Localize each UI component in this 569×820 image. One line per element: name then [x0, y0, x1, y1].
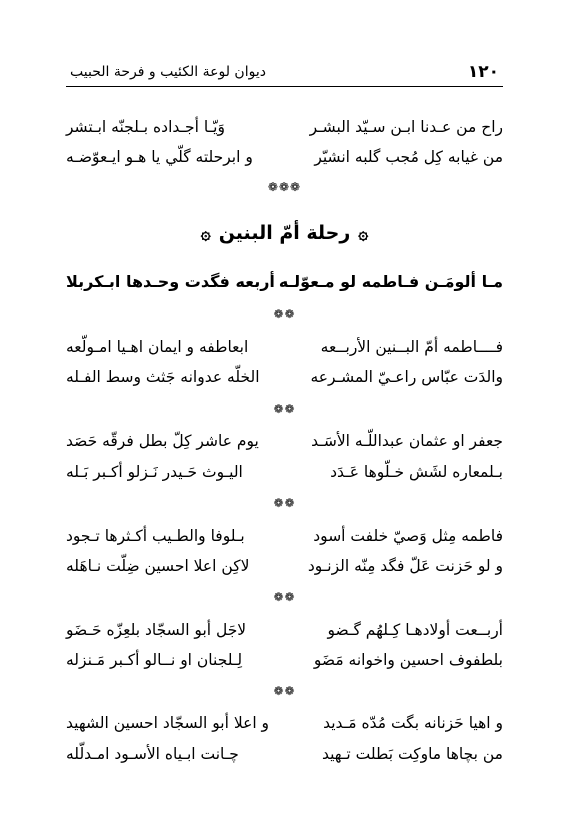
poem-line	[66, 118, 503, 146]
flower-divider: ❁❁	[273, 307, 296, 321]
section-title: رحلة أمّ البنين	[218, 222, 351, 244]
poem-line	[66, 463, 503, 491]
page-header	[66, 60, 503, 87]
hemistich-left: چـانت ابـياه الأسـود امـدلّله	[66, 745, 239, 763]
hemistich-left: وَيّـا أجـداده بـلجنّه ابـتشر	[66, 118, 225, 136]
hemistich-right: من غيابه كِل مُجب گلبه انشيّر	[314, 148, 503, 166]
flower-divider: ❁❁	[273, 684, 296, 698]
hemistich-right: فاطمه مِثل وَصيّ خلفت أسود	[313, 527, 503, 545]
poem-line	[66, 527, 503, 555]
hemistich-left: لاجَل أبو السجّاد بلعِزّه حَـضَو	[66, 621, 247, 639]
hemistich-right: و اهيا حَزنانه بگت مُدّه مَـديد	[323, 714, 503, 732]
flower-divider: ❁❁	[273, 402, 296, 416]
hemistich-left: ابعاطفه و ايمان اهـيا امـولّعه	[66, 338, 249, 356]
hemistich-right: فــــاطمه أمّ البــنين الأربــعه	[320, 338, 503, 356]
ornament-icon: ۞	[200, 224, 211, 244]
hemistich-left: لِـلجنان او نــالو أكـبر مَـنزله	[66, 651, 243, 669]
ornament-icon: ۞	[358, 224, 369, 244]
poem-line	[66, 338, 503, 366]
hemistich-right: و لو حَزنت عَلّ فگد مِنّه الزنـود	[307, 557, 503, 575]
hemistich-right: جعفر او عثمان عبداللّـه الأسَـد	[311, 432, 503, 450]
book-title: ديوان لوعة الكئيب و فرحة الحبيب	[70, 64, 266, 80]
poem-line	[66, 651, 503, 679]
poem-line	[66, 745, 503, 773]
poem-line	[66, 148, 503, 176]
poem-line	[66, 557, 503, 585]
hemistich-left: لاكِن اعلا احسين ضِلّت نـاهَله	[66, 557, 250, 575]
hemistich-left: الخلّه عدوانه جَثث وسط الفـله	[66, 368, 260, 386]
section-title-block	[0, 222, 569, 244]
hemistich-right: راح من عـدنا ابـن سـيّد البشـر	[309, 118, 503, 136]
hemistich-left: و اعلا أبو السجّاد احسين الشهيد	[66, 714, 270, 732]
poem-line	[66, 368, 503, 396]
hemistich-right: مـا ألومَـن فـاطمه لو مـعوّلـه	[278, 272, 503, 291]
flower-divider: ❁❁	[273, 496, 296, 510]
hemistich-right: بلطفوف احسين واخوانه مَضَو	[313, 651, 503, 669]
flower-divider: ❁❁	[273, 590, 296, 604]
hemistich-right: من بچاها ماوكِت بَطلت تـهيد	[321, 745, 503, 763]
poem-line	[66, 432, 503, 460]
hemistich-right: بـلمعاره لشَش خـلّوها عَـدَد	[330, 463, 503, 481]
hemistich-left: أربعه فگدت وحـدها ابـكربلا	[66, 272, 275, 291]
poem-line	[66, 621, 503, 649]
hemistich-left: اليـوث حَـيدر نَـزلو أكـبر بَـله	[66, 463, 243, 481]
hemistich-left: يوم عاشر كِلّ بطل فرقّه حَصَد	[66, 432, 259, 450]
flower-divider: ❁❁❁	[267, 180, 302, 194]
hemistich-right: والدَت عبّاس راعـيّ المشـرعه	[310, 368, 503, 386]
hemistich-left: و ابرحلته گلّي يا هـو ايـعوّضـه	[66, 148, 253, 166]
hemistich-left: بـلوفا والطـيب أكـثرها تـجود	[66, 527, 245, 545]
hemistich-right: أربــعت أولادهـا كِـلهُم گـضو	[327, 621, 503, 639]
page-number: ١٢٠	[467, 62, 499, 82]
poem-line-heading	[66, 272, 503, 300]
poem-line	[66, 714, 503, 742]
